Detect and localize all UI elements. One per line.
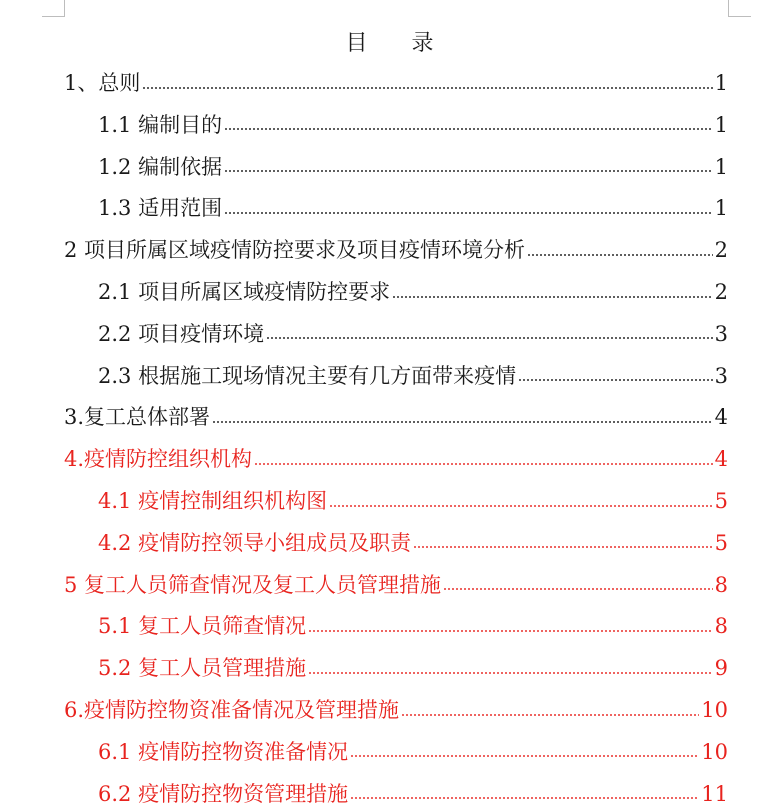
toc-dot-leader <box>142 85 712 90</box>
toc-entry-page-number: 3 <box>714 321 728 346</box>
toc-entry-page-number: 10 <box>701 698 728 722</box>
toc-entry-page-number: 4 <box>714 405 728 430</box>
toc-dot-leader <box>350 796 699 801</box>
toc-entry[interactable] <box>64 229 728 263</box>
toc-entry-page-number: 8 <box>714 614 728 639</box>
toc-entry-page-number: 5 <box>714 530 728 555</box>
toc-entry[interactable] <box>64 564 728 598</box>
toc-entry-page-number: 1 <box>714 71 728 95</box>
toc-entry-page-number: 3 <box>714 363 728 388</box>
toc-dot-leader <box>443 587 713 592</box>
toc-title-text: 目 录 <box>345 31 434 56</box>
toc-entry[interactable] <box>98 731 728 765</box>
toc-dot-leader <box>254 461 713 466</box>
toc-entry[interactable] <box>98 313 728 347</box>
toc-entry[interactable] <box>98 271 728 305</box>
crop-mark-top-right <box>728 0 751 17</box>
toc-dot-leader <box>527 252 713 257</box>
toc-entry[interactable] <box>64 396 728 430</box>
toc-entry-page-number: 2 <box>714 238 728 263</box>
toc-entry[interactable] <box>98 522 728 556</box>
toc-entry-label: 1.3 适用范围 <box>98 196 223 221</box>
toc-entry[interactable] <box>98 605 728 639</box>
toc-entry-label: 6.疫情防控物资准备情况及管理措施 <box>64 698 400 722</box>
toc-entry[interactable] <box>98 355 728 389</box>
toc-entry[interactable] <box>98 480 728 514</box>
toc-entry-label: 2 项目所属区域疫情防控要求及项目疫情环境分析 <box>64 238 526 263</box>
toc-entry-label: 1.2 编制依据 <box>98 154 223 179</box>
toc-entry-page-number: 1 <box>714 112 728 137</box>
toc-dot-leader <box>212 419 713 424</box>
toc-entry-label: 3.复工总体部署 <box>64 405 211 430</box>
toc-entry-label: 5.1 复工人员筛查情况 <box>98 614 307 639</box>
toc-entry-label: 4.2 疫情防控领导小组成员及职责 <box>98 530 412 555</box>
toc-entry-page-number: 2 <box>714 280 728 304</box>
toc-entry-page-number: 4 <box>714 447 728 472</box>
toc-entry-label: 4.1 疫情控制组织机构图 <box>98 489 328 513</box>
toc-dot-leader <box>308 670 713 675</box>
toc-dot-leader <box>224 169 713 174</box>
toc-entry-page-number: 8 <box>714 572 728 597</box>
toc-entry-label: 4.疫情防控组织机构 <box>64 447 253 472</box>
toc-dot-leader <box>329 503 713 508</box>
toc-dot-leader <box>392 294 713 299</box>
toc-dot-leader <box>224 127 713 132</box>
toc-entry-label: 1.1 编制目的 <box>98 112 223 137</box>
toc-entry-page-number: 1 <box>714 196 728 221</box>
toc-entry-page-number: 5 <box>714 489 728 513</box>
crop-mark-top-left <box>42 0 65 17</box>
toc-dot-leader <box>413 545 713 550</box>
toc-entry-page-number: 9 <box>714 656 728 681</box>
toc-entry-page-number: 11 <box>701 781 728 806</box>
toc-entry-label: 6.1 疫情防控物资准备情况 <box>98 739 349 764</box>
toc-dot-leader <box>518 378 713 383</box>
toc-entry[interactable] <box>64 62 728 96</box>
toc-dot-leader <box>266 336 713 341</box>
toc-entry-label: 1、总则 <box>64 71 141 95</box>
toc-entry-label: 2.2 项目疫情环境 <box>98 321 265 346</box>
toc-entry[interactable] <box>98 647 728 681</box>
toc-entry-label: 5.2 复工人员管理措施 <box>98 656 307 681</box>
toc-title <box>0 26 779 57</box>
toc-dot-leader <box>308 628 713 633</box>
toc-dot-leader <box>350 754 699 759</box>
toc-entry[interactable] <box>98 104 728 138</box>
toc-entry-label: 6.2 疫情防控物资管理措施 <box>98 781 349 806</box>
toc-entry-page-number: 1 <box>714 154 728 179</box>
toc-dot-leader <box>401 712 699 717</box>
toc-entry-label: 5 复工人员筛查情况及复工人员管理措施 <box>64 572 442 597</box>
toc-entry-page-number: 10 <box>701 739 728 764</box>
toc-entry-label: 2.1 项目所属区域疫情防控要求 <box>98 280 391 304</box>
toc-entry-label: 2.3 根据施工现场情况主要有几方面带来疫情 <box>98 363 517 388</box>
toc-entry[interactable] <box>98 146 728 180</box>
toc-entry[interactable] <box>98 187 728 221</box>
toc-entry[interactable] <box>98 773 728 807</box>
toc-dot-leader <box>224 210 713 215</box>
toc-entry[interactable] <box>64 438 728 472</box>
toc-entry[interactable] <box>64 689 728 723</box>
